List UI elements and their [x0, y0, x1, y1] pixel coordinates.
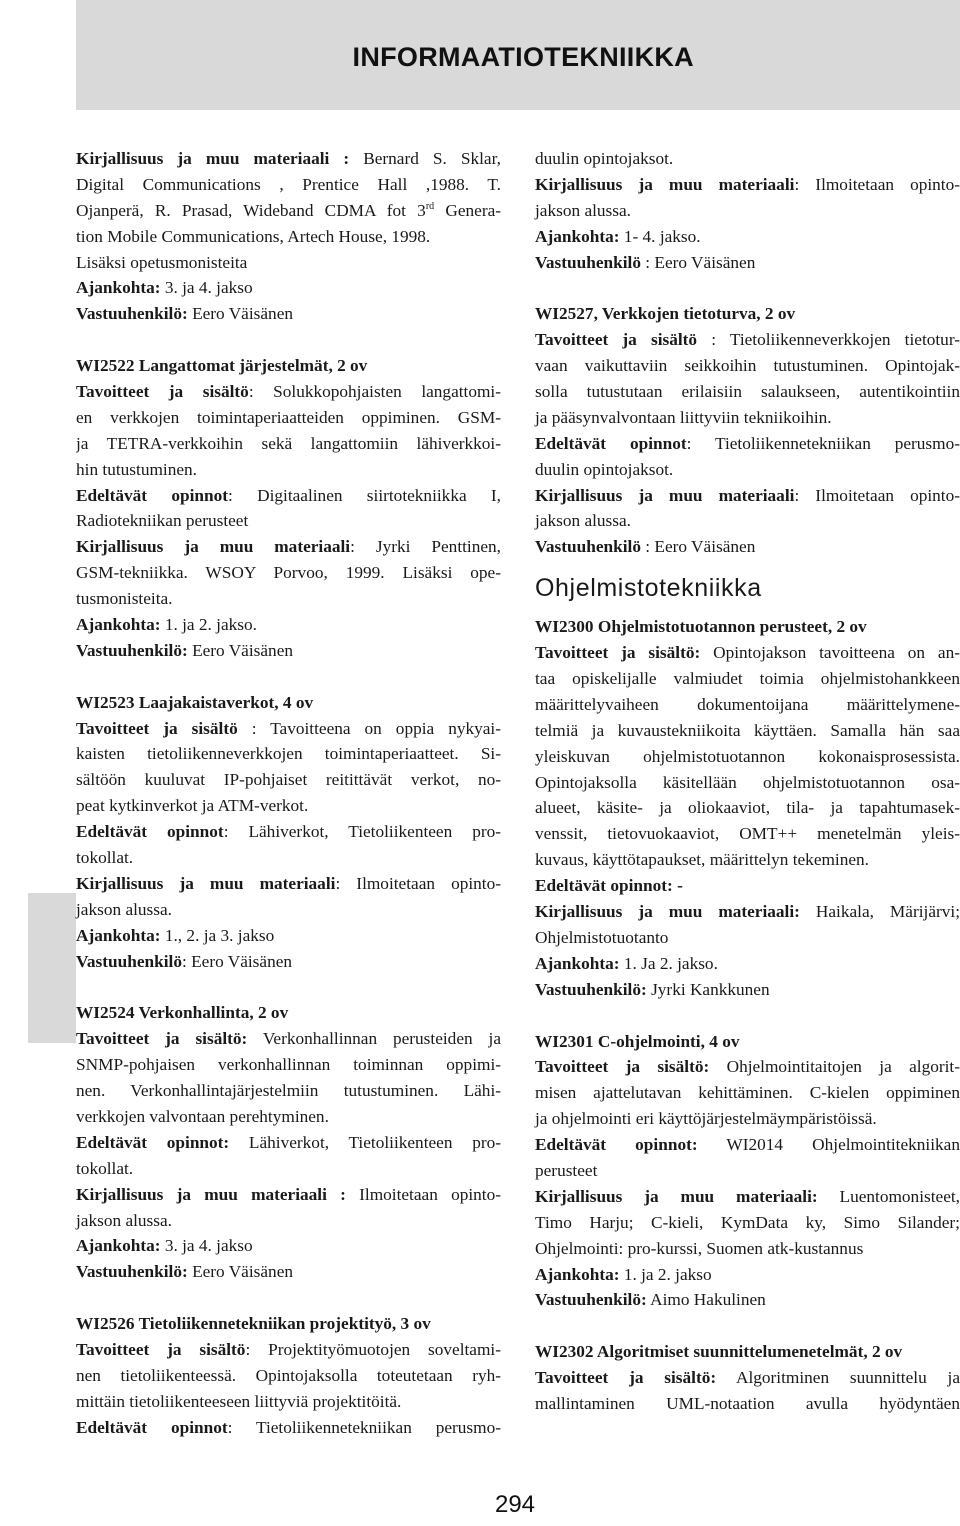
text-line: Kirjallisuus ja muu materiaali : Ilmoitetaan opinto- — [76, 1184, 501, 1204]
course-heading: WI2527, Verkkojen tietoturva, 2 ov — [535, 304, 796, 324]
text-line: Tavoitteet ja sisältö: Algoritminen suunnittelu ja — [535, 1368, 960, 1388]
text-line: Ajankohta: 3. ja 4. jakso — [76, 1236, 253, 1256]
text-line: hin tutustuminen. — [76, 459, 197, 479]
text-line: Kirjallisuus ja muu materiaali: Luentomonisteet, — [535, 1186, 960, 1206]
text-line: Ajankohta: 1., 2. ja 3. jakso — [76, 925, 275, 945]
page-number: 294 — [494, 1491, 536, 1518]
text-line: Vastuuhenkilö: Eero Väisänen — [76, 304, 293, 324]
text-line: jakson alussa. — [76, 899, 172, 919]
text-line: duulin opintojaksot. — [535, 149, 674, 168]
text-line: yleiskuvan ohjelmistotuotannon kokonaisprosessista. — [535, 746, 960, 766]
page-title: INFORMAATIOTEKNIIKKA — [352, 42, 694, 72]
text-line: verkkojen valvontaan perehtyminen. — [76, 1106, 329, 1126]
text-line: jakson alussa. — [76, 1210, 172, 1230]
text-line: Edeltävät opinnot: WI2014 Ohjelmointitekniikan — [535, 1135, 960, 1155]
text-line: alueet, käsite- ja oliokaaviot, tila- ja tapahtumasek- — [535, 798, 960, 818]
text-line: Digital Communications , Prentice Hall ,1988. T. — [76, 174, 501, 194]
text-line: Ajankohta: 1- 4. jakso. — [535, 226, 701, 246]
text-line: Lisäksi opetusmonisteita — [76, 252, 248, 272]
text-line: en verkkojen toimintaperiaatteiden oppiminen. GSM- — [76, 407, 501, 427]
text-line: jakson alussa. — [535, 200, 631, 220]
course-heading: WI2524 Verkonhallinta, 2 ov — [76, 1003, 289, 1023]
text-line: nen tietoliikenteessä. Opintojaksolla toteutetaan ryh- — [76, 1365, 501, 1385]
text-line: Tavoitteet ja sisältö : Tavoitteena on oppia nykyai- — [76, 718, 501, 738]
text-line: kuvaus, käyttötapaukset, määrittelyn tekeminen. — [535, 850, 870, 870]
text-line: venssit, tietovuokaaviot, OMT++ menetelmän yleis- — [535, 824, 960, 844]
course-heading: WI2300 Ohjelmistotuotannon perusteet, 2 ov — [535, 617, 867, 637]
text-line: duulin opintojaksot. — [535, 459, 674, 479]
text-line: Ohjelmointi: pro-kurssi, Suomen atk-kustannus — [535, 1238, 864, 1258]
text-line: Edeltävät opinnot: Lähiverkot, Tietoliikenteen pro- — [76, 1132, 501, 1152]
text-line: kaisten tietoliikenneverkkojen toimintaperiaatteet. Si- — [76, 744, 501, 764]
course-heading: WI2522 Langattomat järjestelmät, 2 ov — [76, 356, 368, 376]
course-heading: WI2301 C-ohjelmointi, 4 ov — [535, 1031, 740, 1051]
text-line: Edeltävät opinnot: Lähiverkot, Tietoliikenteen pro- — [76, 822, 501, 842]
text-line: Edeltävät opinnot: Digitaalinen siirtotekniikka I, — [76, 485, 501, 505]
text-line: Edeltävät opinnot: - — [535, 876, 683, 896]
text-line: Vastuuhenkilö: Eero Väisänen — [76, 640, 293, 660]
text-line: taa opiskelijalle valmiudet toimia ohjelmistohankkeen — [535, 669, 960, 689]
text-line: Kirjallisuus ja muu materiaali: Haikala, Märijärvi; — [535, 902, 960, 922]
text-line: Ajankohta: 1. ja 2. jakso. — [76, 615, 257, 635]
text-line: Tavoitteet ja sisältö: Projektityömuotojen soveltami- — [76, 1339, 501, 1359]
text-line: Tavoitteet ja sisältö : Tietoliikenneverkkojen tietotur- — [535, 330, 960, 350]
text-line: Tavoitteet ja sisältö: Ohjelmointitaitojen ja algorit- — [535, 1057, 960, 1077]
text-line: Ohjelmistotuotanto — [535, 927, 669, 947]
section-heading: Ohjelmistotekniikka — [535, 574, 762, 603]
text-line: Ajankohta: 1. Ja 2. jakso. — [535, 953, 718, 973]
text-line: Tavoitteet ja sisältö: Opintojakson tavoitteena on an- — [535, 643, 960, 663]
text-line: mittäin tietoliikenteeseen liittyviä projektitöitä. — [76, 1391, 402, 1411]
text-line: Ojanperä, R. Prasad, Wideband CDMA fot 3rd Genera- — [76, 200, 501, 220]
text-line: Vastuuhenkilö: Eero Väisänen — [76, 951, 293, 971]
text-line: telmiä ja kuvaustekniikoita käyttäen. Samalla hän saa — [535, 720, 960, 740]
text-line: jakson alussa. — [535, 511, 631, 531]
course-heading: WI2302 Algoritmiset suunnittelumenetelmät, 2 ov — [535, 1342, 903, 1362]
text-line: Kirjallisuus ja muu materiaali: Ilmoitetaan opinto- — [76, 873, 501, 893]
text-line: perusteet — [535, 1160, 598, 1180]
text-line: misen ajattelutavan kehittäminen. C-kielen oppiminen — [535, 1083, 960, 1103]
text-line: Kirjallisuus ja muu materiaali: Ilmoitetaan opinto- — [535, 485, 960, 505]
text-line: tokollat. — [76, 848, 134, 868]
side-tab-marker — [28, 893, 76, 1043]
text-line: solla tutustutaan erilaisiin salaukseen, autentikointiin — [535, 382, 960, 402]
text-line: tokollat. — [76, 1158, 134, 1178]
course-heading: WI2526 Tietoliikennetekniikan projektityö, 3 ov — [76, 1314, 431, 1334]
right-column — [535, 146, 960, 1417]
text-line: vaan vaikuttaviin seikkoihin tutustuminen. Opintojak- — [535, 356, 960, 376]
text-line: Vastuuhenkilö : Eero Väisänen — [535, 537, 756, 557]
text-line: Vastuuhenkilö: Jyrki Kankkunen — [535, 979, 770, 999]
text-line: Edeltävät opinnot: Tietoliikennetekniikan perusmo- — [535, 433, 960, 453]
text-line: määrittelyvaiheen dokumentoijana määrittelymene- — [535, 694, 960, 714]
text-line: tusmonisteita. — [76, 589, 173, 609]
text-line: Vastuuhenkilö: Aimo Hakulinen — [535, 1290, 766, 1310]
text-line: ja pääsynvalvontaan liittyviin tekniikoihin. — [535, 407, 832, 427]
text-line: Kirjallisuus ja muu materiaali: Ilmoitetaan opinto- — [535, 174, 960, 194]
text-line: Radiotekniikan perusteet — [76, 511, 249, 531]
text-line: Timo Harju; C-kieli, KymData ky, Simo Silander; — [535, 1212, 960, 1232]
text-line: peat kytkinverkot ja ATM-verkot. — [76, 796, 309, 816]
text-line: Ajankohta: 3. ja 4. jakso — [76, 278, 253, 298]
text-line: GSM-tekniikka. WSOY Porvoo, 1999. Lisäksi ope- — [76, 563, 501, 583]
text-line: Opintojaksolla käsitellään ohjelmistotuotannon osa- — [535, 772, 960, 792]
text-line: tion Mobile Communications, Artech House, 1998. — [76, 226, 431, 246]
left-column — [76, 146, 501, 1441]
text-line: Ajankohta: 1. ja 2. jakso — [535, 1264, 712, 1284]
text-line: ja ohjelmointi eri käyttöjärjestelmäympäristöissä. — [535, 1109, 877, 1129]
text-line: Tavoitteet ja sisältö: Solukkopohjaisten langattomi- — [76, 382, 501, 402]
text-line: Edeltävät opinnot: Tietoliikennetekniikan perusmo- — [76, 1417, 501, 1437]
text-line: sältöön kuuluvat IP-pohjaiset reitittävät verkot, no- — [76, 770, 501, 790]
text-line: Kirjallisuus ja muu materiaali: Jyrki Penttinen, — [76, 537, 501, 557]
text-line: mallintaminen UML-notaation avulla hyödyntäen — [535, 1393, 960, 1413]
text-line: Vastuuhenkilö : Eero Väisänen — [535, 252, 756, 272]
text-line: Kirjallisuus ja muu materiaali : Bernard S. Sklar, — [76, 149, 501, 168]
text-line: SNMP-pohjaisen verkonhallinnan toiminnan oppimi- — [76, 1055, 501, 1075]
text-line: Vastuuhenkilö: Eero Väisänen — [76, 1262, 293, 1282]
text-line: ja TETRA-verkkoihin sekä langattomiin lähiverkkoi- — [76, 433, 501, 453]
text-line: nen. Verkonhallintajärjestelmiin tutustuminen. Lähi- — [76, 1081, 501, 1101]
course-heading: WI2523 Laajakaistaverkot, 4 ov — [76, 692, 314, 712]
text-line: Tavoitteet ja sisältö: Verkonhallinnan perusteiden ja — [76, 1029, 501, 1049]
